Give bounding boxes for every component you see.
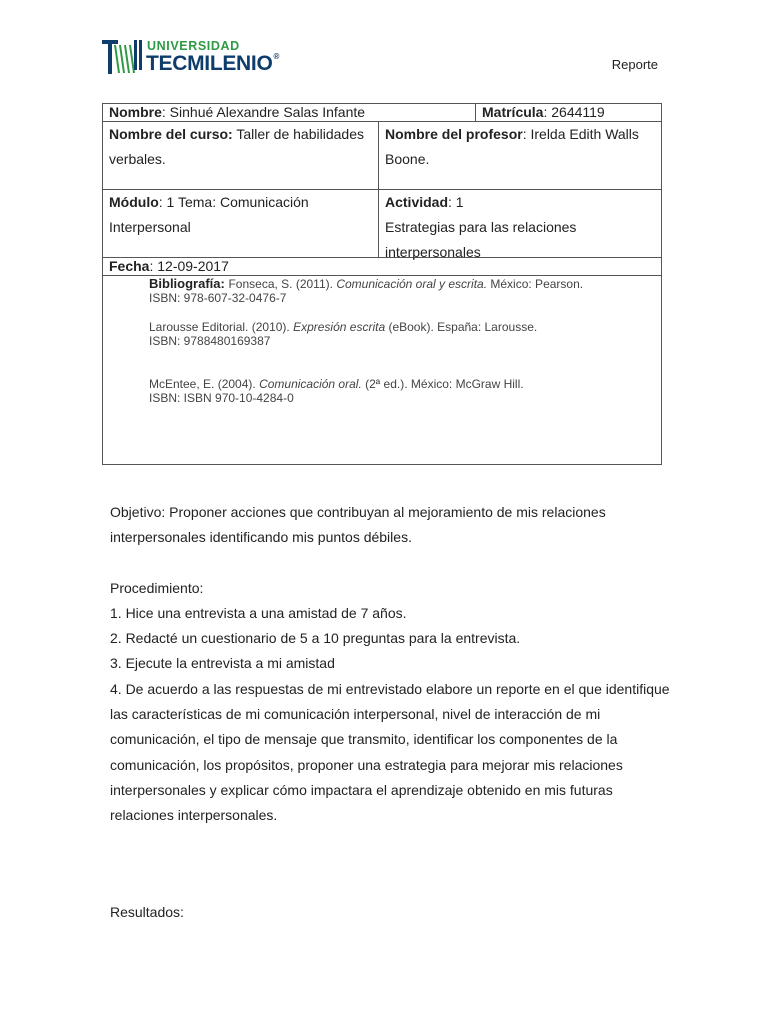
logo-line-universidad: UNIVERSIDAD — [147, 39, 240, 53]
document-type: Reporte — [611, 57, 658, 72]
table-row — [103, 121, 661, 189]
matricula-cell: Matrícula: 2644119 — [475, 104, 661, 121]
table-row — [103, 104, 661, 121]
tecmilenio-mark-icon — [100, 37, 144, 77]
registered-mark: ® — [273, 52, 280, 61]
student-info-table — [102, 103, 662, 465]
table-row — [103, 257, 661, 275]
objetivo-paragraph: Objetivo: Proponer acciones que contribuyan al mejoramiento de mis relaciones interpersonales identificando mis puntos débiles. — [110, 504, 606, 546]
actividad-cell: Actividad: 1 Estrategias para las relaciones interpersonales — [378, 190, 661, 257]
curso-cell: Nombre del curso: Taller de habilidades verbales. — [109, 126, 364, 167]
step-item: 4. De acuerdo a las respuestas de mi entrevistado elabore un reporte en el que identifique las características de mi comunicación interpersonal, nivel de interacción de mi comunicación, el tipo de mensaje que transmito, identificar los componentes de la comunicación, los propósitos, proponer una estrategia para mejorar mis relaciones interpersonales y explicar cómo impactara el aprendizaje obtenido en mis futuras relaciones interpersonales. — [110, 680, 670, 824]
profesor-cell: Nombre del profesor: Irelda Edith Walls Boone. — [378, 122, 661, 189]
fecha-cell: Fecha: 12-09-2017 — [109, 258, 229, 274]
modulo-cell: Módulo: 1 Tema: Comunicación Interpersonal — [109, 194, 309, 235]
step-item: 1. Hice una entrevista a una amistad de 7 años. — [110, 604, 407, 621]
table-row — [103, 189, 661, 260]
report-body — [110, 500, 670, 829]
bibliography-entry: Larousse Editorial. (2010). Expresión escrita (eBook). España: Larousse. ISBN: 9788480169387 — [149, 320, 538, 348]
bibliography-entry: McEntee, E. (2004). Comunicación oral. (2ª ed.). México: McGraw Hill. ISBN: ISBN 970-10-4284-0 — [149, 377, 524, 405]
bibliography-entry: Bibliografía: Fonseca, S. (2011). Comunicación oral y escrita. México: Pearson. ISBN: 978-607-32-0476-7 — [149, 276, 584, 305]
university-logo — [100, 37, 300, 77]
resultados-heading: Resultados: — [110, 904, 184, 920]
table-row — [103, 275, 661, 464]
bibliography-cell — [103, 276, 661, 464]
logo-line-tecmilenio: TECMILENIO® — [146, 52, 280, 75]
step-item: 3. Ejecute la entrevista a mi amistad — [110, 655, 335, 672]
nombre-cell: Nombre: Sinhué Alexandre Salas Infante — [109, 104, 366, 120]
step-item: 2. Redacté un cuestionario de 5 a 10 preguntas para la entrevista. — [110, 630, 521, 647]
procedimiento-title: Procedimiento: — [110, 579, 204, 596]
